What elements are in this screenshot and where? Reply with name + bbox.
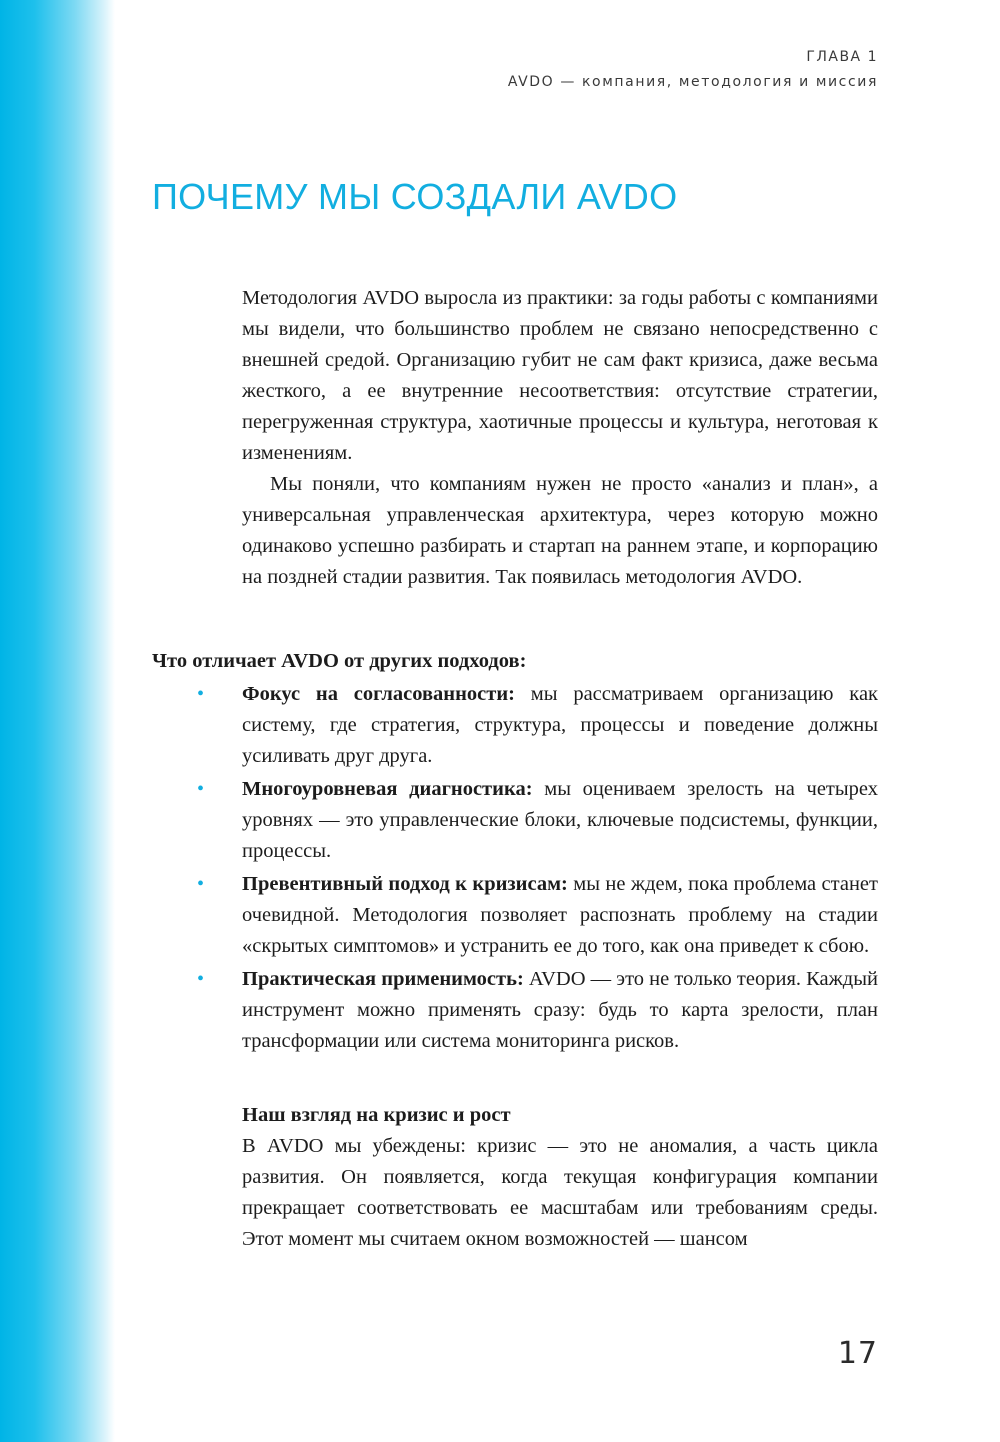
bullet-icon: •: [197, 683, 205, 705]
bullet-icon: •: [197, 778, 205, 800]
intro-paragraph-1: Методология AVDO выросла из практики: за годы работы с компаниями мы видели, что большинство проблем не связано непосредственно с внешней средой. Организацию губит не сам факт кризиса, даже весьма жесткого, а ее внутренние несоответствия: отсутствие стратегии, перегруженная структура, хаотичные процессы и культура, неготовая к изменениям.: [242, 287, 878, 464]
feature-title: Практическая применимость:: [242, 968, 524, 990]
feature-item: [152, 679, 878, 772]
subsection-title: Наш взгляд на кризис и рост: [242, 1104, 511, 1126]
chapter-label: ГЛАВА 1: [806, 49, 878, 65]
feature-title: Фокус на согласованности:: [242, 683, 515, 705]
running-header: [508, 46, 878, 93]
feature-title: Многоуровневая диагностика:: [242, 778, 533, 800]
intro-paragraph-2: Мы поняли, что компаниям нужен не просто «анализ и план», а универсальная управленческая архитектура, через которую можно одинаково успешно разбирать и стартап на раннем этапе, и корпорацию на поздней стадии развития. Так появилась методология AVDO.: [242, 473, 878, 588]
feature-item: [152, 774, 878, 867]
feature-text: AVDO — это не только теория. Каждый инструмент можно применять сразу: будь то карта зрелости, план трансформации или система мониторинга рисков.: [242, 968, 878, 1052]
intro-text: [242, 283, 878, 593]
page-number: 17: [837, 1336, 878, 1371]
feature-text: мы не ждем, пока проблема станет очевидной. Методология позволяет распознать проблему на стадии «скрытых симптомов» и устранить ее до того, как она приведет к сбою.: [242, 873, 878, 957]
chapter-subtitle: AVDO — компания, методология и миссия: [507, 74, 878, 90]
features-block: [152, 646, 878, 1057]
feature-title: Превентивный подход к кризисам:: [242, 873, 568, 895]
feature-text: мы рассматриваем организацию как систему, где стратегия, структура, процессы и поведение должны усиливать друг друга.: [242, 683, 879, 767]
bullet-icon: •: [197, 968, 205, 990]
crisis-section: [242, 1100, 878, 1255]
feature-item: [152, 869, 878, 962]
bullet-icon: •: [197, 873, 205, 895]
crisis-paragraph: В AVDO мы убеждены: кризис — это не аномалия, а часть цикла развития. Он появляется, когда текущая конфигурация компании прекращает соответствовать ее масштабам или требованиям среды. Этот момент мы считаем окном возможностей — шансом: [242, 1135, 878, 1250]
feature-list: [152, 679, 878, 1057]
section-title: ПОЧЕМУ МЫ СОЗДАЛИ AVDO: [152, 176, 678, 217]
features-heading: Что отличает AVDO от других подходов:: [152, 650, 527, 672]
decorative-side-band: [0, 0, 115, 1442]
feature-item: [152, 964, 878, 1057]
feature-text: мы оцениваем зрелость на четырех уровнях — это управленческие блоки, ключевые подсистемы, функции, процессы.: [242, 778, 878, 862]
